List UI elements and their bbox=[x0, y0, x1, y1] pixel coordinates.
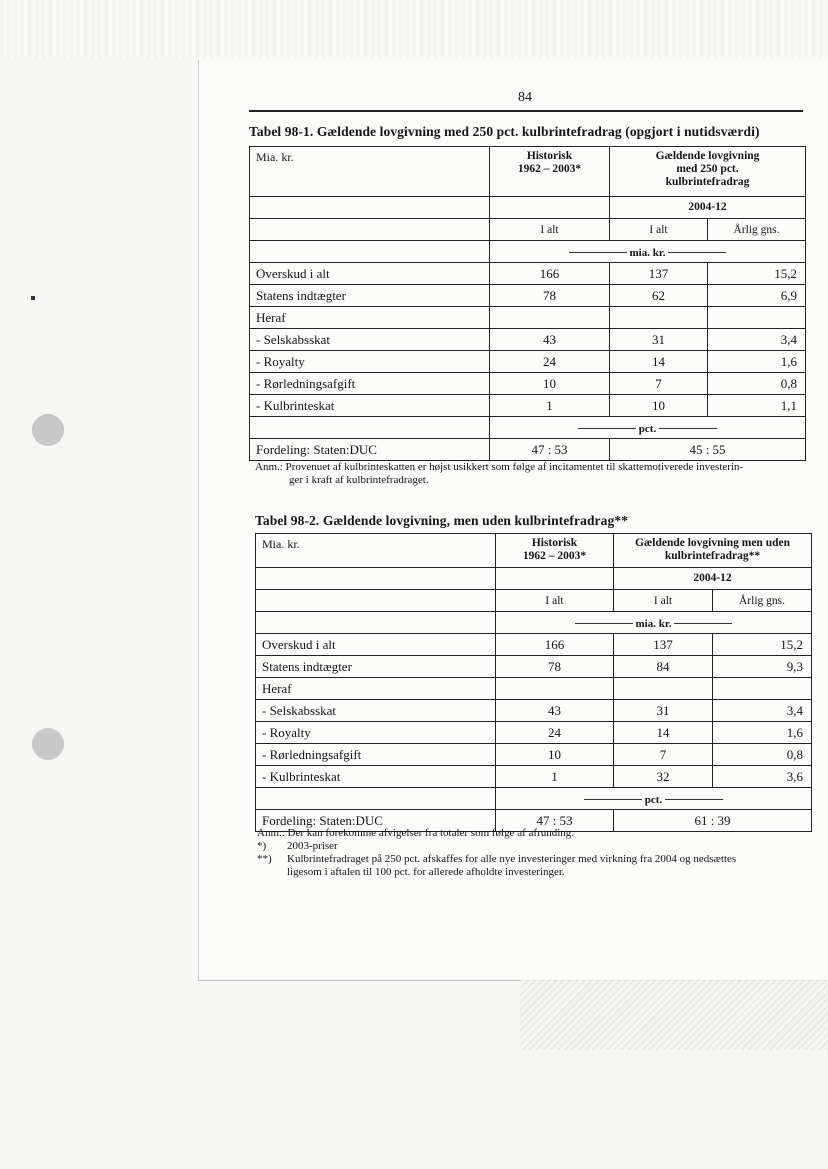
table1-period: 2004-12 bbox=[610, 197, 806, 219]
table1-row-annual: 3,4 bbox=[708, 329, 806, 351]
table1-row-total: 7 bbox=[610, 373, 708, 395]
table1-row-total: 62 bbox=[610, 285, 708, 307]
scan-noise-top bbox=[0, 0, 828, 58]
table-row bbox=[256, 722, 812, 744]
table2-row-annual bbox=[713, 678, 812, 700]
table2-title: Tabel 98-2. Gældende lovgivning, men uden kulbrintefradrag** bbox=[255, 513, 629, 528]
table2-notes: Anm.: Der kan forekomme afvigelser fra totaler som følge af afrunding. *) 2003-priser **) Kulbrintefradraget på 250 pct. afskaffes for alle nye investeringer med virkning fra 2004 og nedsættes ligesom i aftalen til 100 pct. for allerede afholdte investeringer. bbox=[257, 827, 737, 878]
table2-row-annual: 1,6 bbox=[713, 722, 812, 744]
table2-row-historical: 1 bbox=[496, 766, 614, 788]
table1-sub-annual: Årlig gns. bbox=[708, 219, 806, 241]
table2-row-historical: 78 bbox=[496, 656, 614, 678]
table2-row-label: - Kulbrinteskat bbox=[256, 766, 496, 788]
table1-row-annual: 1,1 bbox=[708, 395, 806, 417]
table2-unit-row: mia. kr. bbox=[496, 612, 812, 634]
table1-row-label: Heraf bbox=[250, 307, 490, 329]
punch-hole-upper bbox=[32, 414, 64, 446]
table2-row-total: 84 bbox=[614, 656, 713, 678]
table1-row-historical: 1 bbox=[490, 395, 610, 417]
table1-row-annual: 15,2 bbox=[708, 263, 806, 285]
table2-row-total: 137 bbox=[614, 634, 713, 656]
table2-row-label: Heraf bbox=[256, 678, 496, 700]
table2-distribution-law: 61 : 39 bbox=[614, 810, 812, 832]
table1-row-total: 10 bbox=[610, 395, 708, 417]
table1-row-label: - Royalty bbox=[250, 351, 490, 373]
table1-row-total: 14 bbox=[610, 351, 708, 373]
table2-sub-total-law: I alt bbox=[614, 590, 713, 612]
table2-row-label: - Rørledningsafgift bbox=[256, 744, 496, 766]
table2-row-label: Statens indtægter bbox=[256, 656, 496, 678]
table1-row-historical: 166 bbox=[490, 263, 610, 285]
table1-sub-total-law: I alt bbox=[610, 219, 708, 241]
table2-row-historical: 24 bbox=[496, 722, 614, 744]
table1-row-annual: 0,8 bbox=[708, 373, 806, 395]
table1-row-annual: 6,9 bbox=[708, 285, 806, 307]
table1-distribution-label: Fordeling: Staten:DUC bbox=[250, 439, 490, 461]
table-row bbox=[250, 373, 806, 395]
table1-distribution-law: 45 : 55 bbox=[610, 439, 806, 461]
table-row bbox=[256, 744, 812, 766]
table2-col-current-law: Gældende lovgivning men uden kulbrintefradrag** bbox=[614, 534, 812, 568]
table1 bbox=[249, 146, 806, 461]
table1-row-historical: 78 bbox=[490, 285, 610, 307]
table2-distribution-hist: 47 : 53 bbox=[496, 810, 614, 832]
header-rule bbox=[249, 110, 803, 112]
table1-note: Anm.: Provenuet af kulbrinteskatten er højst usikkert som følge af incitamentet til skattemotiverede investerin- ger i kraft af kulbrintefradraget. bbox=[255, 461, 744, 486]
table-row bbox=[250, 263, 806, 285]
table-row bbox=[256, 766, 812, 788]
table2-row-annual: 0,8 bbox=[713, 744, 812, 766]
table-row bbox=[250, 285, 806, 307]
table1-distribution-hist: 47 : 53 bbox=[490, 439, 610, 461]
table-row bbox=[250, 351, 806, 373]
table2-row-annual: 9,3 bbox=[713, 656, 812, 678]
table1-pct-row: pct. bbox=[490, 417, 806, 439]
table1-row-label: - Selskabsskat bbox=[250, 329, 490, 351]
table-row bbox=[250, 395, 806, 417]
table1-row-historical: 43 bbox=[490, 329, 610, 351]
table2-col-historical: Historisk 1962 – 2003* bbox=[496, 534, 614, 568]
table-row bbox=[250, 307, 806, 329]
table2-row-total bbox=[614, 678, 713, 700]
table1-row-historical: 10 bbox=[490, 373, 610, 395]
table2-row-label: - Royalty bbox=[256, 722, 496, 744]
table1-row-historical bbox=[490, 307, 610, 329]
punch-hole-lower bbox=[32, 728, 64, 760]
table1-corner: Mia. kr. bbox=[250, 147, 490, 197]
table2-row-total: 32 bbox=[614, 766, 713, 788]
table1-row-label: Overskud i alt bbox=[250, 263, 490, 285]
table-row bbox=[256, 700, 812, 722]
table2-row-label: Overskud i alt bbox=[256, 634, 496, 656]
table2 bbox=[255, 533, 812, 832]
table1-row-total: 137 bbox=[610, 263, 708, 285]
table2-row-total: 7 bbox=[614, 744, 713, 766]
table2-row-annual: 15,2 bbox=[713, 634, 812, 656]
table1-unit-row: mia. kr. bbox=[490, 241, 806, 263]
table2-sub-annual: Årlig gns. bbox=[713, 590, 812, 612]
table-row bbox=[256, 678, 812, 700]
scan-noise-bottom bbox=[520, 980, 828, 1050]
table2-sub-total-hist: I alt bbox=[496, 590, 614, 612]
table2-row-historical: 10 bbox=[496, 744, 614, 766]
table2-row-total: 14 bbox=[614, 722, 713, 744]
table1-row-label: - Kulbrinteskat bbox=[250, 395, 490, 417]
table1-title: Tabel 98-1. Gældende lovgivning med 250 pct. kulbrintefradrag (opgjort i nutidsværdi) bbox=[249, 124, 760, 139]
table2-row-historical: 43 bbox=[496, 700, 614, 722]
table-row bbox=[256, 634, 812, 656]
table1-row-total: 31 bbox=[610, 329, 708, 351]
table2-row-total: 31 bbox=[614, 700, 713, 722]
table2-period: 2004-12 bbox=[614, 568, 812, 590]
page-number: 84 bbox=[518, 90, 532, 105]
table2-corner: Mia. kr. bbox=[256, 534, 496, 568]
table2-row-label: - Selskabsskat bbox=[256, 700, 496, 722]
table1-col-historical: Historisk 1962 – 2003* bbox=[490, 147, 610, 197]
table2-row-historical: 166 bbox=[496, 634, 614, 656]
table2-pct-row: pct. bbox=[496, 788, 812, 810]
table-row bbox=[256, 656, 812, 678]
table1-row-total bbox=[610, 307, 708, 329]
table1-row-annual bbox=[708, 307, 806, 329]
table2-distribution-label: Fordeling: Staten:DUC bbox=[256, 810, 496, 832]
scan-speck bbox=[31, 296, 35, 300]
table2-row-historical bbox=[496, 678, 614, 700]
table1-row-historical: 24 bbox=[490, 351, 610, 373]
table2-row-annual: 3,4 bbox=[713, 700, 812, 722]
table1-col-current-law: Gældende lovgivning med 250 pct. kulbrintefradrag bbox=[610, 147, 806, 197]
table1-sub-total-hist: I alt bbox=[490, 219, 610, 241]
table1-row-label: - Rørledningsafgift bbox=[250, 373, 490, 395]
table-row bbox=[250, 329, 806, 351]
table2-row-annual: 3,6 bbox=[713, 766, 812, 788]
table1-row-annual: 1,6 bbox=[708, 351, 806, 373]
table1-row-label: Statens indtægter bbox=[250, 285, 490, 307]
